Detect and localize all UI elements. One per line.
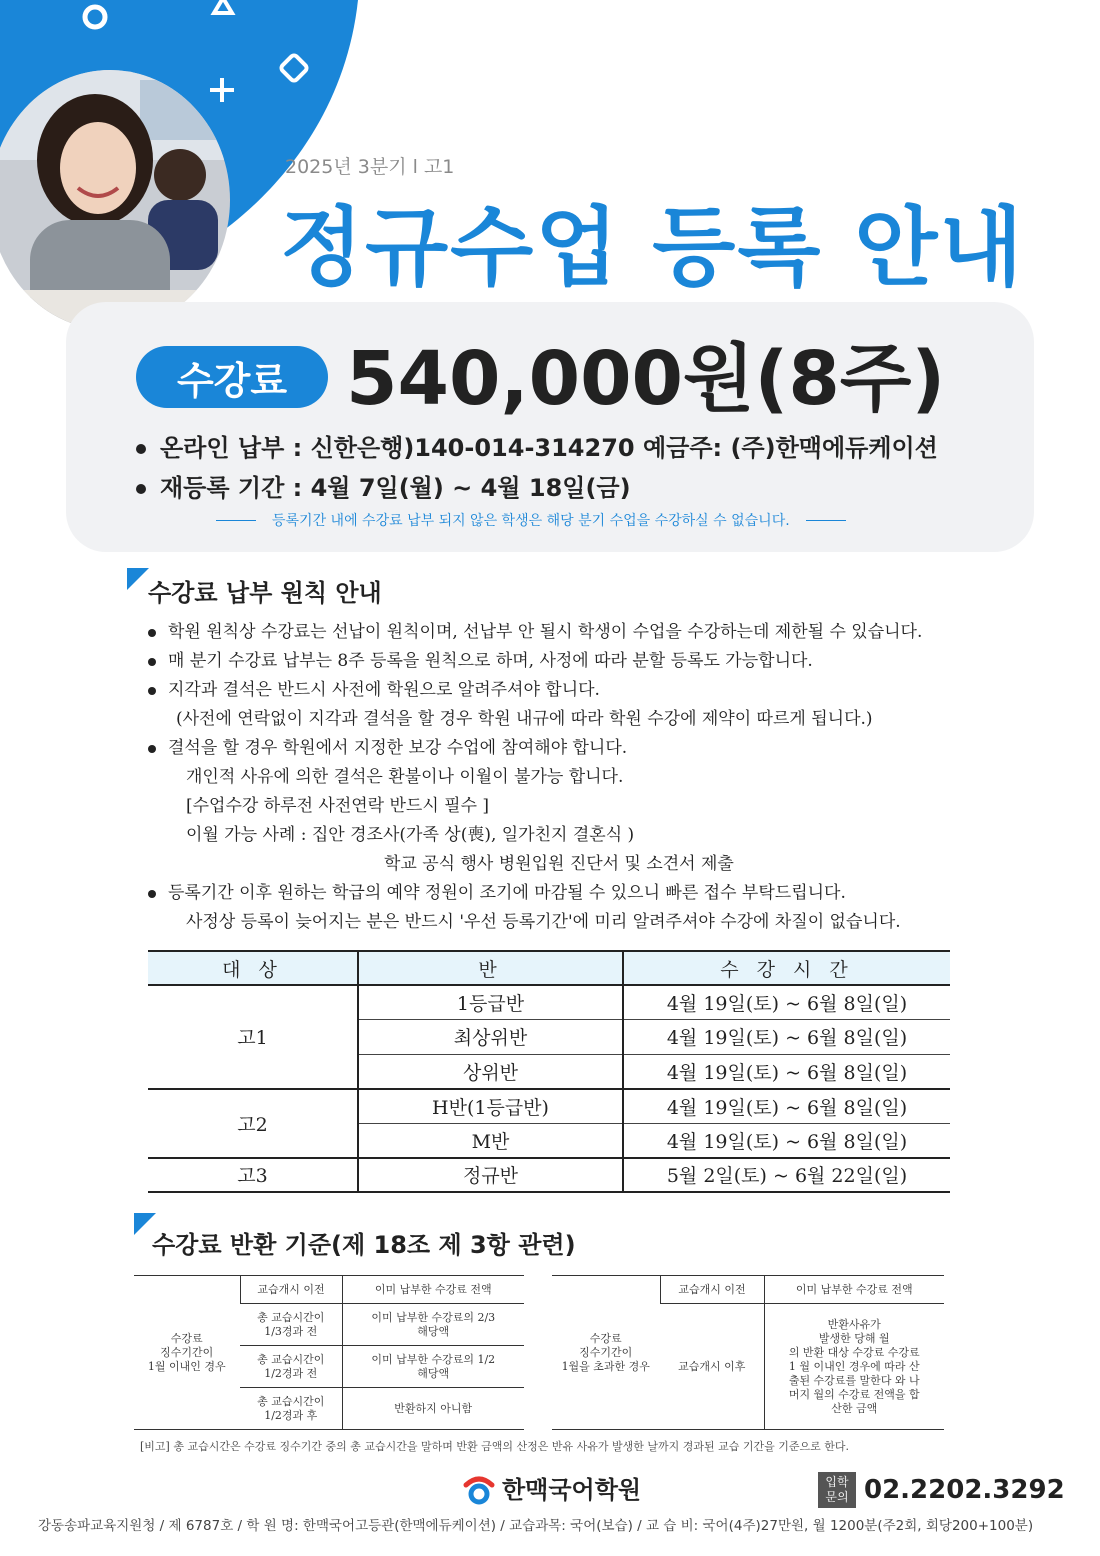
- list-item: 학원 원칙상 수강료는 선납이 원칙이며, 선납부 안 될시 학생이 수업을 수강하는데 제한될 수 있습니다.: [148, 618, 968, 647]
- class-cell: 최상위반: [358, 1020, 623, 1055]
- academy-name: 한맥국어학원: [502, 1476, 642, 1504]
- class-cell: H반(1등급반): [358, 1089, 623, 1124]
- list-item: 매 분기 수강료 납부는 8주 등록을 원칙으로 하며, 사정에 따라 분할 등록도 가능합니다.: [148, 647, 968, 676]
- time-cell: 4월 19일(토) ~ 6월 8일(일): [623, 985, 950, 1020]
- table-row: [148, 1158, 950, 1193]
- contact-phone[interactable]: 02.2202.3292: [864, 1475, 1065, 1505]
- list-item: [수업수강 하루전 사전연락 반드시 필수 ]: [186, 796, 490, 816]
- fee-panel: [66, 302, 1034, 552]
- schedule-table: [148, 950, 950, 1193]
- header-target: 대 상: [148, 951, 358, 985]
- rules-list: [148, 618, 968, 937]
- time-cell: 4월 19일(토) ~ 6월 8일(일): [623, 1089, 950, 1124]
- fee-notice: 등록기간 내에 수강료 납부 되지 않은 학생은 해당 분기 수업을 수강하실 수 없습니다.: [216, 510, 886, 530]
- refund-note: [비고] 총 교습시간은 수강료 징수기간 중의 총 교습시간을 말하며 반환 금액의 산정은 반유 사유가 발생한 날까지 경과된 교습 기간을 기준으로 한다.: [140, 1440, 849, 1453]
- group-cell: 고2: [148, 1089, 358, 1158]
- payment-info: 온라인 납부 : 신한은행)140-014-314270 예금주: (주)한맥에듀케이션: [136, 428, 938, 463]
- contact-info: [818, 1472, 1065, 1508]
- amount-cell: 반환사유가 발생한 당해 월 의 반환 대상 수강료 수강료 1 월 이내인 경우에 따라 산 출된 수강료를 말한다 와 나 머지 월의 수강료 전액을 합 산한 금액: [764, 1304, 944, 1430]
- class-cell: 1등급반: [358, 985, 623, 1020]
- list-item: 사정상 등록이 늦어지는 분은 반드시 '우선 등록기간'에 미리 알려주셔야 수강에 차질이 없습니다.: [186, 912, 901, 932]
- header-class: 반: [358, 951, 623, 985]
- class-cell: M반: [358, 1123, 623, 1158]
- reregistration-period: 재등록 기간 : 4월 7일(월) ~ 4월 18일(금): [136, 468, 631, 503]
- section-marker-icon: [127, 568, 149, 590]
- refund-title: 수강료 반환 기준(제 18조 제 3항 관련): [152, 1231, 576, 1259]
- list-item: 결석을 할 경우 학원에서 지정한 보강 수업에 참여해야 합니다.: [148, 734, 968, 763]
- condition-cell: 교습개시 이전: [660, 1276, 764, 1304]
- condition-cell: 총 교습시간이 1/2경과 후: [240, 1388, 342, 1430]
- table-row: [148, 1089, 950, 1124]
- page-title: 정규수업 등록 안내: [280, 198, 1025, 298]
- refund-table-left: [134, 1275, 524, 1430]
- time-cell: 5월 2일(토) ~ 6월 22일(일): [623, 1158, 950, 1193]
- refund-table-right: [552, 1275, 944, 1430]
- list-item: 등록기간 이후 원하는 학급의 예약 정원이 조기에 마감될 수 있으니 빠른 접수 부탁드립니다.: [148, 879, 968, 908]
- class-cell: 정규반: [358, 1158, 623, 1193]
- amount-cell: 이미 납부한 수강료의 1/2 해당액: [342, 1346, 524, 1388]
- period-cell: 수강료 징수기간이 1월 이내인 경우: [134, 1276, 240, 1430]
- amount-cell: 이미 납부한 수강료의 2/3 해당액: [342, 1304, 524, 1346]
- footer-info: 강동송파교육지원청 / 제 6787호 / 학 원 명: 한맥국어고등관(한맥에듀케이션) / 교습과목: 국어(보습) / 교 습 비: 국어(4주)27만원, 월 1200분(주2회, 회당200+100분): [38, 1518, 1034, 1534]
- group-cell: 고1: [148, 985, 358, 1089]
- contact-badge: 입학 문의: [818, 1472, 856, 1508]
- amount-cell: 이미 납부한 수강료 전액: [342, 1276, 524, 1304]
- condition-cell: 총 교습시간이 1/3경과 전: [240, 1304, 342, 1346]
- condition-cell: 총 교습시간이 1/2경과 전: [240, 1346, 342, 1388]
- period-cell: 수강료 징수기간이 1월을 초과한 경우: [552, 1276, 660, 1430]
- condition-cell: 교습개시 이후: [660, 1304, 764, 1430]
- amount-cell: 반환하지 아니함: [342, 1388, 524, 1430]
- page-subtitle: 2025년 3분기 l 고1: [285, 156, 455, 178]
- condition-cell: 교습개시 이전: [240, 1276, 342, 1304]
- group-cell: 고3: [148, 1158, 358, 1193]
- fee-badge: 수강료: [136, 346, 328, 408]
- time-cell: 4월 19일(토) ~ 6월 8일(일): [623, 1020, 950, 1055]
- rules-title: 수강료 납부 원칙 안내: [148, 579, 382, 607]
- class-cell: 상위반: [358, 1054, 623, 1089]
- list-item: 이월 가능 사례 : 집안 경조사(가족 상(喪), 일가친지 결혼식 ): [186, 825, 635, 845]
- amount-cell: 이미 납부한 수강료 전액: [764, 1276, 944, 1304]
- list-item: 개인적 사유에 의한 결석은 환불이나 이월이 불가능 합니다.: [186, 767, 624, 787]
- time-cell: 4월 19일(토) ~ 6월 8일(일): [623, 1123, 950, 1158]
- header-time: 수 강 시 간: [623, 951, 950, 985]
- academy-logo: [462, 1470, 641, 1505]
- academy-logo-icon: [462, 1471, 496, 1505]
- time-cell: 4월 19일(토) ~ 6월 8일(일): [623, 1054, 950, 1089]
- list-item: 학교 공식 행사 병원입원 진단서 및 소견서 제출: [384, 854, 734, 874]
- table-header-row: [148, 951, 950, 985]
- table-row: [148, 985, 950, 1020]
- fee-amount: 540,000원(8주): [346, 336, 946, 422]
- list-item: 지각과 결석은 반드시 사전에 학원으로 알려주셔야 합니다.: [148, 676, 968, 705]
- student-photo: [0, 70, 230, 330]
- list-item: (사전에 연락없이 지각과 결석을 할 경우 학원 내규에 따라 학원 수강에 제약이 따르게 됩니다.): [176, 709, 873, 729]
